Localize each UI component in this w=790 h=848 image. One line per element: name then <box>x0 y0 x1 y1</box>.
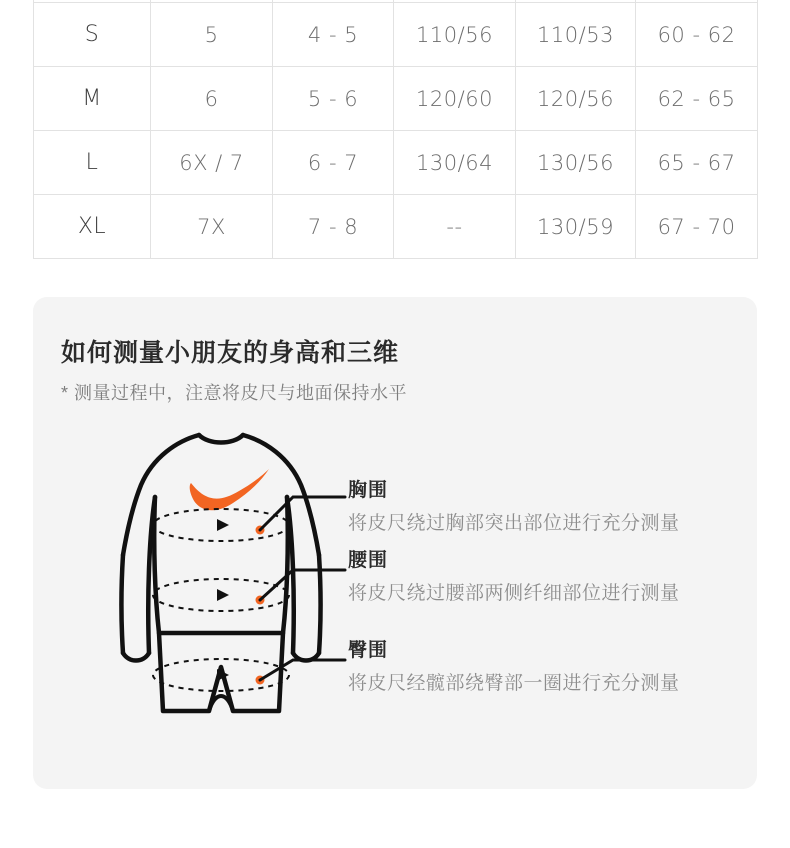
annotation-label: 胸围 <box>348 480 389 501</box>
cell-age: 5 - 6 <box>273 67 394 131</box>
cell-size: S <box>34 3 151 67</box>
annotation-desc: 将皮尺经髋部绕臀部一圈进行充分测量 <box>348 673 680 694</box>
cell-height-chest-girl: 110/53 <box>516 3 636 67</box>
cell-height-chest-girl: 130/56 <box>516 131 636 195</box>
table-row <box>34 131 758 195</box>
cell-age: 4 - 5 <box>273 3 394 67</box>
cell-waist-range: 65 - 67 <box>636 131 758 195</box>
how-to-measure-panel <box>33 297 757 789</box>
size-chart-table <box>33 0 758 259</box>
nike-swoosh-icon <box>190 469 269 510</box>
cell-age: 6 - 7 <box>273 131 394 195</box>
annotation-desc: 将皮尺绕过腰部两侧纤细部位进行测量 <box>348 583 680 604</box>
cell-us-size: 7X <box>151 195 273 259</box>
cell-size: XL <box>34 195 151 259</box>
cell-waist-range: 60 - 62 <box>636 3 758 67</box>
table-row <box>34 195 758 259</box>
cell-us-size: 6 <box>151 67 273 131</box>
cell-height-chest-boy: 120/60 <box>394 67 516 131</box>
cell-us-size: 5 <box>151 3 273 67</box>
table-row <box>34 3 758 67</box>
annotation-desc: 将皮尺绕过胸部突出部位进行充分测量 <box>348 513 680 534</box>
cell-age: 7 - 8 <box>273 195 394 259</box>
cell-height-chest-boy: -- <box>394 195 516 259</box>
body-figure-illustration <box>93 427 353 762</box>
annotation-waist <box>348 545 680 605</box>
cell-waist-range: 62 - 65 <box>636 67 758 131</box>
annotation-label: 腰围 <box>348 550 389 571</box>
cell-height-chest-boy: 110/56 <box>394 3 516 67</box>
cell-height-chest-girl: 120/56 <box>516 67 636 131</box>
annotation-chest <box>348 475 680 535</box>
cell-height-chest-boy: 130/64 <box>394 131 516 195</box>
cell-waist-range: 67 - 70 <box>636 195 758 259</box>
cell-us-size: 6X / 7 <box>151 131 273 195</box>
panel-subtitle: * 测量过程中，注意将皮尺与地面保持水平 <box>61 383 408 403</box>
cell-height-chest-girl: 130/59 <box>516 195 636 259</box>
table-row <box>34 67 758 131</box>
annotation-hip <box>348 635 680 695</box>
cell-size: L <box>34 131 151 195</box>
panel-title: 如何测量小朋友的身高和三维 <box>61 339 400 367</box>
cell-size: M <box>34 67 151 131</box>
annotation-label: 臀围 <box>348 640 389 661</box>
